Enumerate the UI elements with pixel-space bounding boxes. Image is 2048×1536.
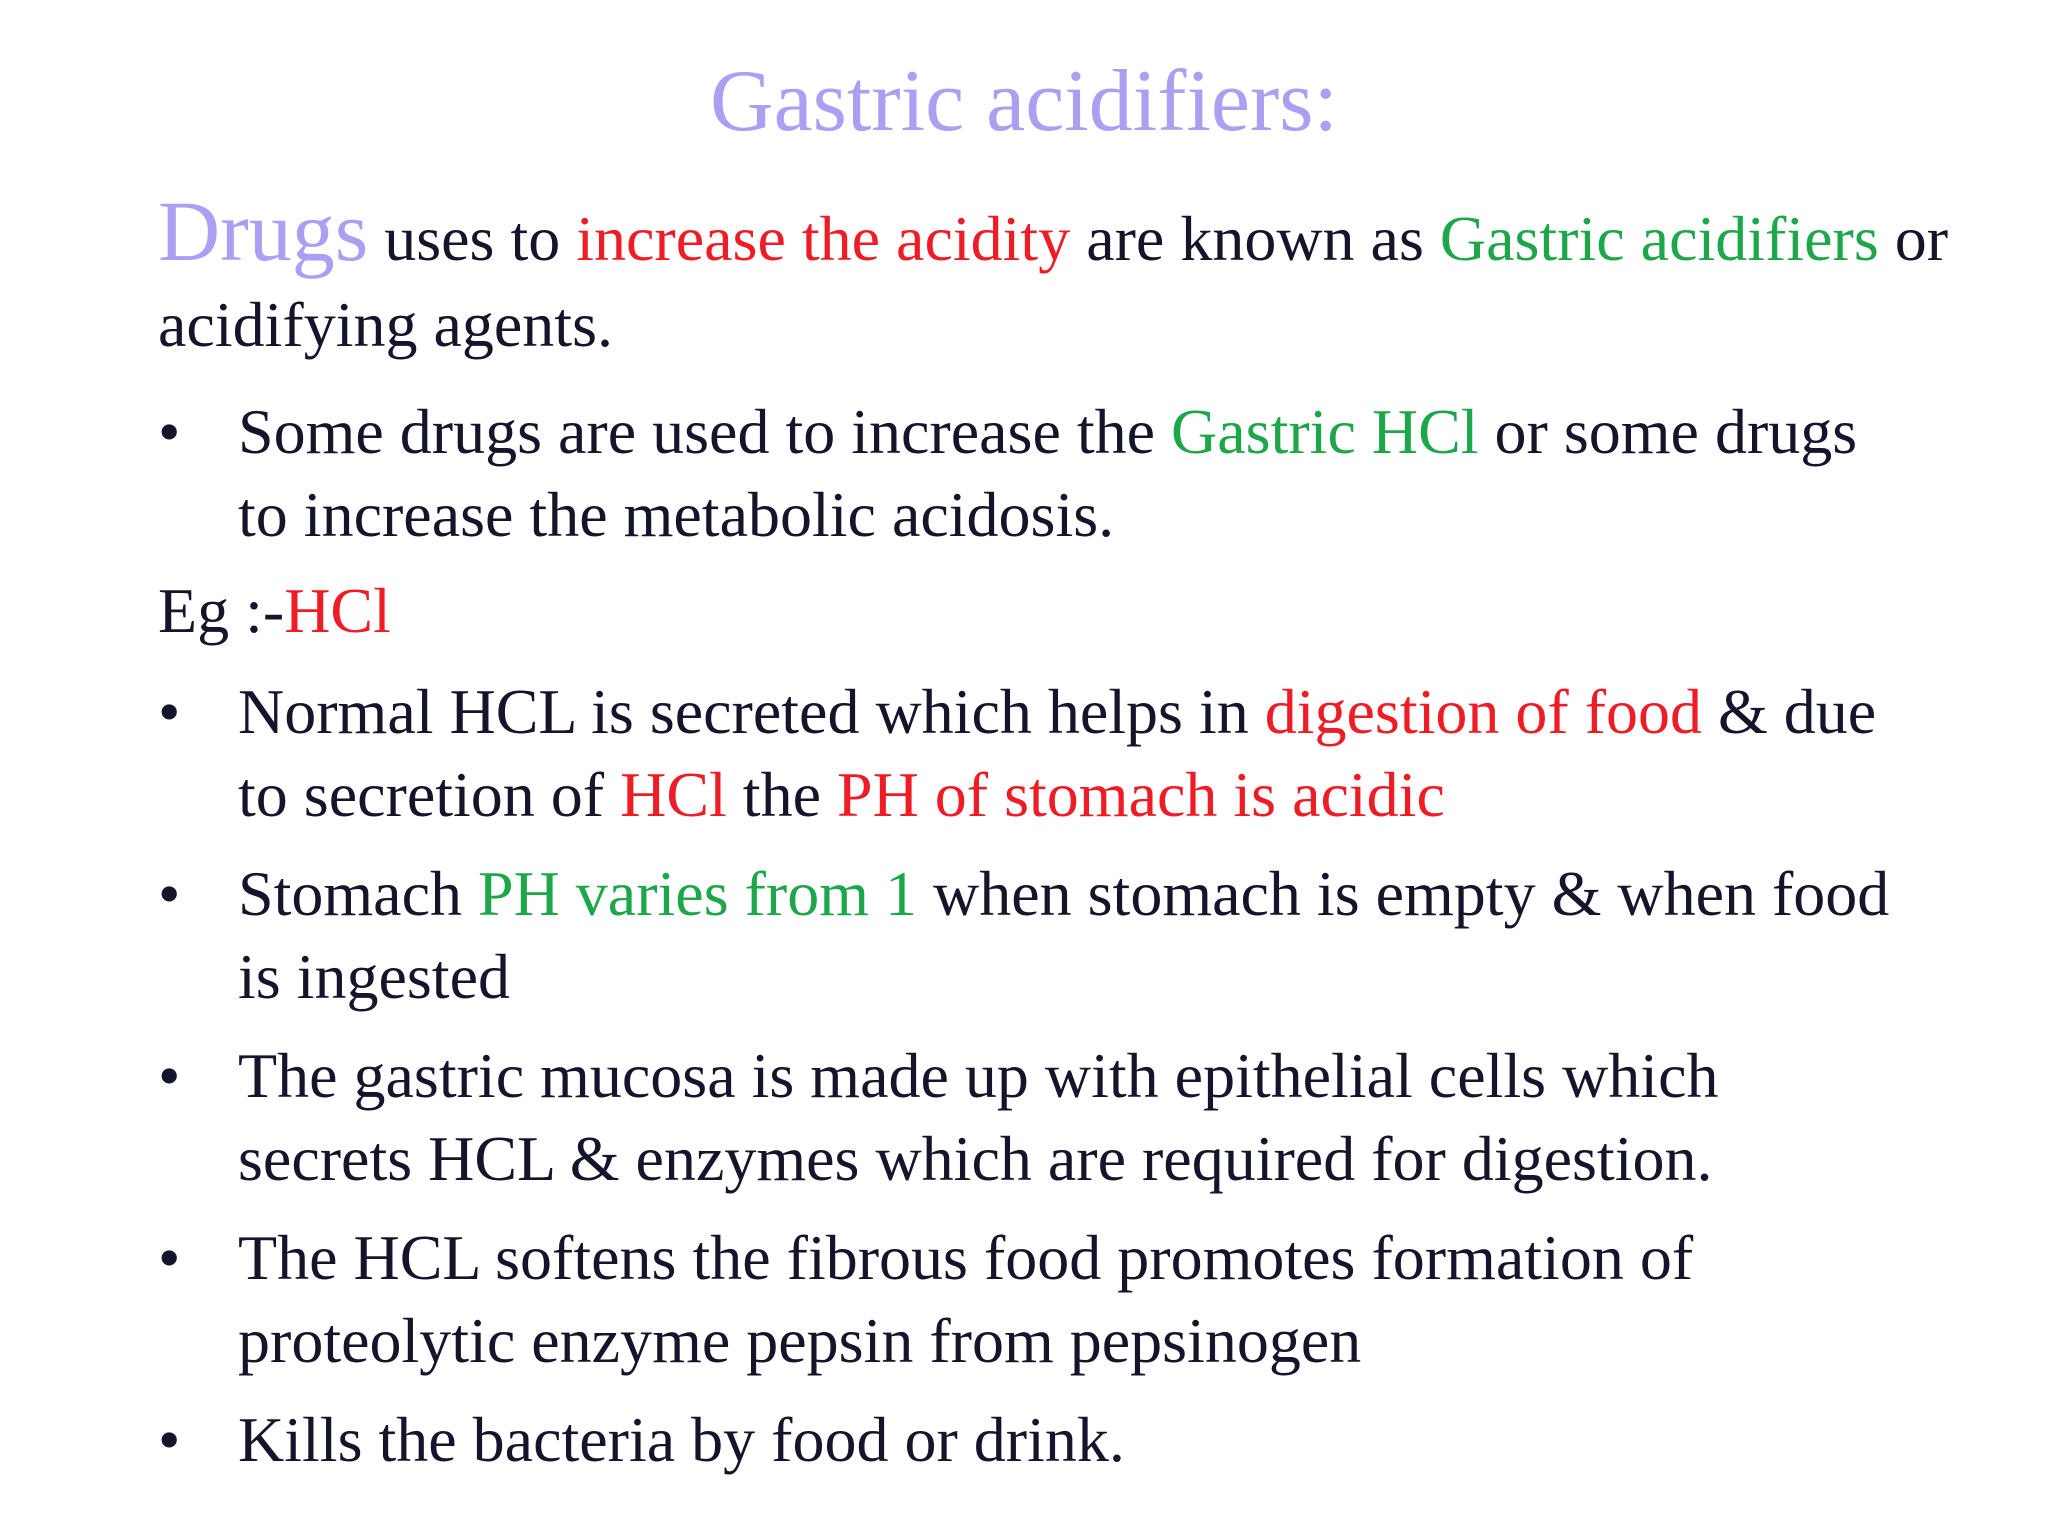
bullet-dot: • (158, 1222, 181, 1293)
bullet-item-4 (158, 1034, 1898, 1200)
bullet-2-highlight-1: digestion of food (1264, 676, 1702, 747)
bullet-2-highlight-2: HCl (620, 759, 727, 830)
bullet-text: The gastric mucosa is made up with epithelial cells which secrets HCL & enzymes which are required for digestion. (238, 1040, 1719, 1194)
bullet-item-1 (158, 390, 1898, 556)
bullet-1-highlight-1: Gastric HCl (1171, 396, 1479, 467)
bullet-text: Kills the bacteria by food or drink. (238, 1404, 1125, 1475)
intro-text-1: uses to (368, 203, 577, 274)
bullet-dot: • (158, 1040, 181, 1111)
bullet-dot: • (158, 676, 181, 747)
bullet-item-2 (158, 670, 1898, 836)
slide-title: Gastric acidifiers: (710, 53, 1338, 150)
bullet-2-highlight-3: PH of stomach is acidic (836, 759, 1445, 830)
intro-highlight-2: Gastric acidifiers (1439, 203, 1879, 274)
bullet-item-3 (158, 852, 1898, 1018)
bullet-1-text-1: Some drugs are used to increase the (238, 396, 1172, 467)
bullet-dot: • (158, 1404, 181, 1475)
bullet-text (238, 670, 1898, 836)
bullet-text (238, 852, 1898, 1018)
bullet-3-text-2: when stomach is empty & when food is ingested (238, 858, 1890, 1012)
bullet-2-text-3: the (726, 759, 837, 830)
example-label: Eg :- (158, 575, 285, 646)
bullet-text (238, 390, 1898, 556)
bullet-dot: • (158, 858, 181, 929)
bullet-item-6 (158, 1398, 1898, 1481)
bullet-dot: • (158, 396, 181, 467)
bullet-text: The HCL softens the fibrous food promotes formation of proteolytic enzyme pepsin from pepsinogen (238, 1222, 1694, 1376)
bullet-3-text-1: Stomach (238, 858, 478, 929)
bullet-3-highlight-1: PH varies from 1 (477, 858, 917, 929)
intro-paragraph (158, 183, 1958, 368)
intro-highlight-1: increase the acidity (576, 203, 1071, 274)
example-value: HCl (284, 575, 391, 646)
intro-text-2: are known as (1070, 203, 1440, 274)
bullet-2-text-2: & due to secretion of (238, 676, 1877, 830)
intro-text-3: or acidifying agents. (158, 203, 1949, 360)
bullet-1-text-2: or some drugs to increase the metabolic acidosis. (238, 396, 1858, 550)
example-line (158, 568, 391, 654)
bullet-item-5 (158, 1216, 1898, 1382)
bullet-2-text-1: Normal HCL is secreted which helps in (238, 676, 1265, 747)
intro-big-word: Drugs (158, 183, 369, 279)
